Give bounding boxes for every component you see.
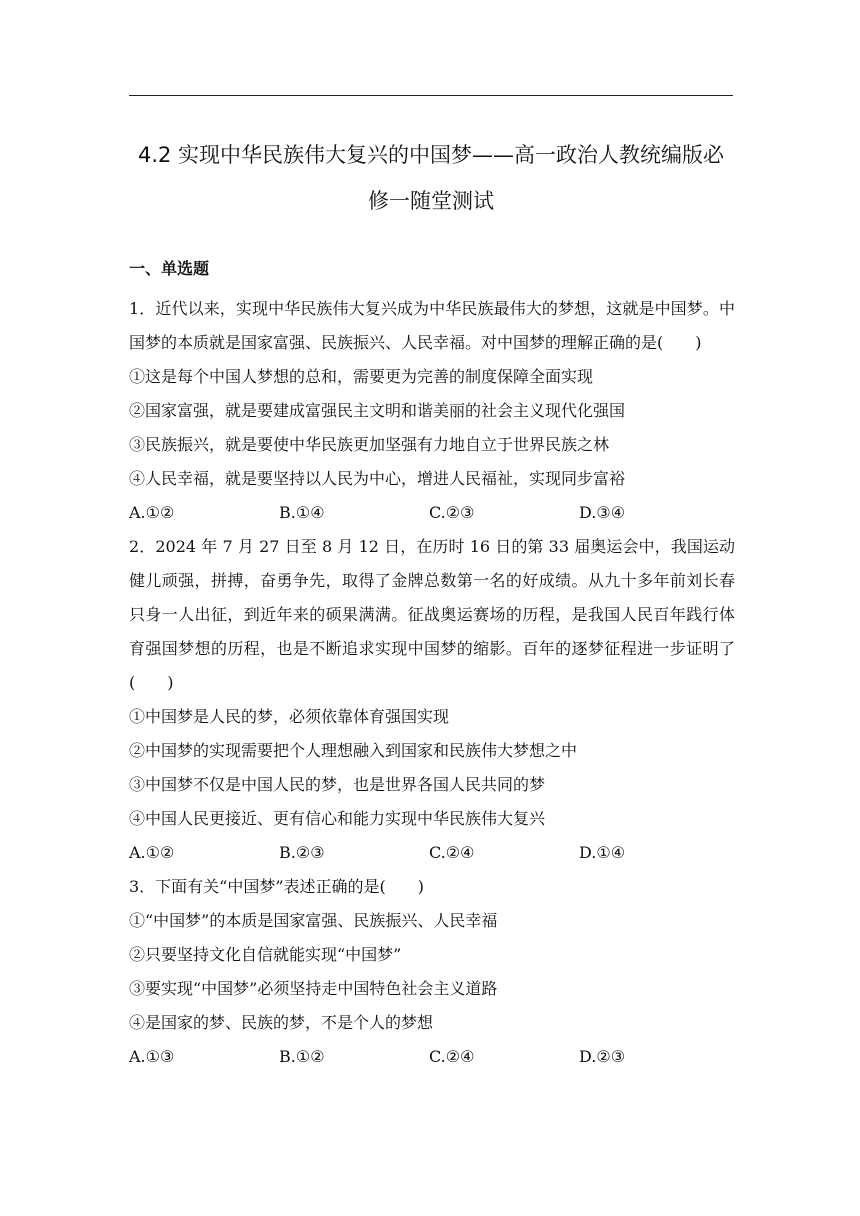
answer-choice-a: A.①② [129, 843, 175, 862]
answer-choice-c: C.②④ [429, 1047, 475, 1066]
statement-option: ①中国梦是人民的梦，必须依靠体育强国实现 [129, 707, 450, 726]
answer-choices [129, 836, 735, 870]
question-stem: 2．2024 年 7 月 27 日至 8 月 12 日，在历时 16 日的第 33 届奥运会中，我国运动健儿顽强，拼搏，奋勇争先，取得了金牌总数第一名的好成绩。从九十多年前刘长春只身一人出征，到近年来的硕果满满。征战奥运赛场的历程，是我国人民百年践行体育强国梦想的历程，也是不断追求实现中国梦的缩影。百年的逐梦征程进一步证明了( ) [129, 537, 735, 692]
statement-option: ③民族振兴，就是要使中华民族更加坚强有力地自立于世界民族之林 [129, 435, 610, 454]
statement-option: ②只要坚持文化自信就能实现“中国梦” [129, 945, 402, 964]
statement-option: ②中国梦的实现需要把个人理想融入到国家和民族伟大梦想之中 [129, 741, 578, 760]
question-3 [129, 870, 735, 1074]
question-2 [129, 530, 735, 870]
answer-choice-d: D.③④ [579, 503, 626, 522]
statement-option: ②国家富强，就是要建成富强民主文明和谐美丽的社会主义现代化强国 [129, 401, 626, 420]
answer-choice-c: C.②③ [429, 503, 475, 522]
statement-option: ③中国梦不仅是中国人民的梦，也是世界各国人民共同的梦 [129, 775, 546, 794]
statement-option: ④是国家的梦、民族的梦，不是个人的梦想 [129, 1013, 434, 1032]
header-rule [129, 95, 733, 96]
answer-choice-d: D.②③ [579, 1047, 626, 1066]
answer-choice-a: A.①② [129, 503, 175, 522]
section-heading: 一、单选题 [129, 259, 210, 278]
question-stem: 3．下面有关“中国梦”表述正确的是( ) [129, 877, 425, 896]
question-list [129, 292, 735, 1074]
document-title: 4.2 实现中华民族伟大复兴的中国梦——高一政治人教统编版必修一随堂测试 [137, 143, 725, 213]
answer-choices [129, 1040, 735, 1074]
statement-option: ④人民幸福，就是要坚持以人民为中心，增进人民福祉，实现同步富裕 [129, 469, 626, 488]
answer-choice-a: A.①③ [129, 1047, 175, 1066]
statement-option: ③要实现“中国梦”必须坚持走中国特色社会主义道路 [129, 979, 498, 998]
question-1 [129, 292, 735, 530]
question-stem: 1．近代以来，实现中华民族伟大复兴成为中华民族最伟大的梦想，这就是中国梦。中国梦的本质就是国家富强、民族振兴、人民幸福。对中国梦的理解正确的是( ) [129, 299, 735, 352]
statement-option: ④中国人民更接近、更有信心和能力实现中华民族伟大复兴 [129, 809, 546, 828]
answer-choice-b: B.①② [279, 1047, 325, 1066]
statement-option: ①“中国梦”的本质是国家富强、民族振兴、人民幸福 [129, 911, 498, 930]
answer-choices [129, 496, 735, 530]
answer-choice-c: C.②④ [429, 843, 475, 862]
statement-option: ①这是每个中国人梦想的总和，需要更为完善的制度保障全面实现 [129, 367, 594, 386]
answer-choice-b: B.②③ [279, 843, 325, 862]
answer-choice-b: B.①④ [279, 503, 325, 522]
answer-choice-d: D.①④ [579, 843, 626, 862]
